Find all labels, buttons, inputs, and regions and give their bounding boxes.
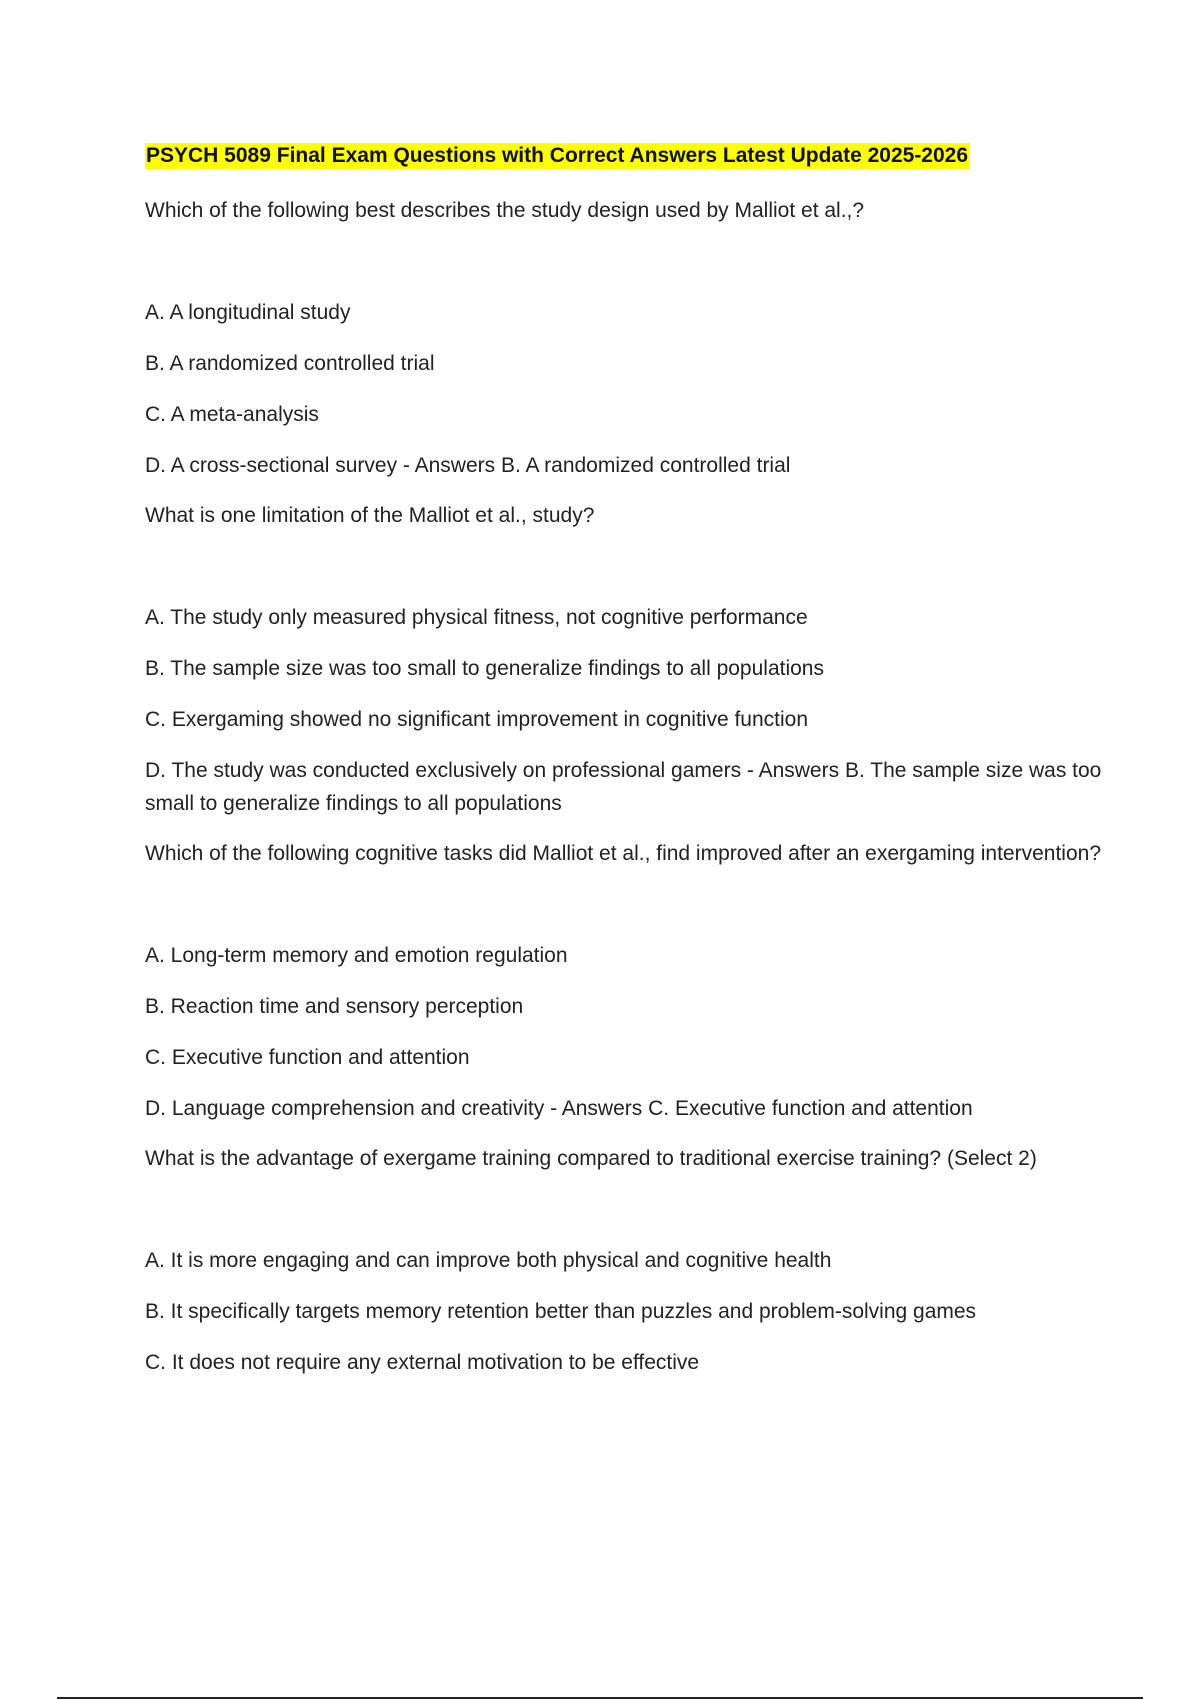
answer-option: C. A meta-analysis — [145, 403, 319, 426]
answer-option: A. It is more engaging and can improve both physical and cognitive health — [145, 1249, 832, 1272]
document-body — [145, 143, 1105, 1397]
question-block — [145, 499, 1105, 820]
answer-option: B. The sample size was too small to generalize findings to all populations — [145, 657, 824, 680]
question-block — [145, 1142, 1105, 1379]
footer-rule — [57, 1697, 1143, 1699]
question-prompt: What is one limitation of the Malliot et al., study? — [145, 504, 595, 527]
answer-option: A. Long-term memory and emotion regulation — [145, 944, 568, 967]
answer-option: D. The study was conducted exclusively on professional gamers - Answers B. The sample size was too small to generalize findings to all populations — [145, 759, 1102, 815]
answer-option: B. Reaction time and sensory perception — [145, 995, 524, 1018]
answer-option: B. It specifically targets memory retention better than puzzles and problem-solving games — [145, 1300, 977, 1323]
question-prompt: Which of the following best describes the study design used by Malliot et al.,? — [145, 199, 865, 222]
answer-option: B. A randomized controlled trial — [145, 352, 435, 375]
question-block — [145, 837, 1105, 1125]
question-prompt: What is the advantage of exergame training compared to traditional exercise training? (Select 2) — [145, 1147, 1037, 1170]
question-block — [145, 194, 1105, 482]
answer-option: C. It does not require any external motivation to be effective — [145, 1351, 700, 1374]
question-prompt: Which of the following cognitive tasks did Malliot et al., find improved after an exergaming intervention? — [145, 842, 1101, 865]
answer-option: C. Exergaming showed no significant improvement in cognitive function — [145, 708, 809, 731]
answer-option: D. Language comprehension and creativity - Answers C. Executive function and attention — [145, 1097, 973, 1120]
answer-option: A. A longitudinal study — [145, 301, 351, 324]
answer-option: C. Executive function and attention — [145, 1046, 470, 1069]
answer-option: D. A cross-sectional survey - Answers B. A randomized controlled trial — [145, 454, 791, 477]
document-title: PSYCH 5089 Final Exam Questions with Correct Answers Latest Update 2025-2026 — [146, 144, 969, 167]
answer-option: A. The study only measured physical fitness, not cognitive performance — [145, 606, 808, 629]
